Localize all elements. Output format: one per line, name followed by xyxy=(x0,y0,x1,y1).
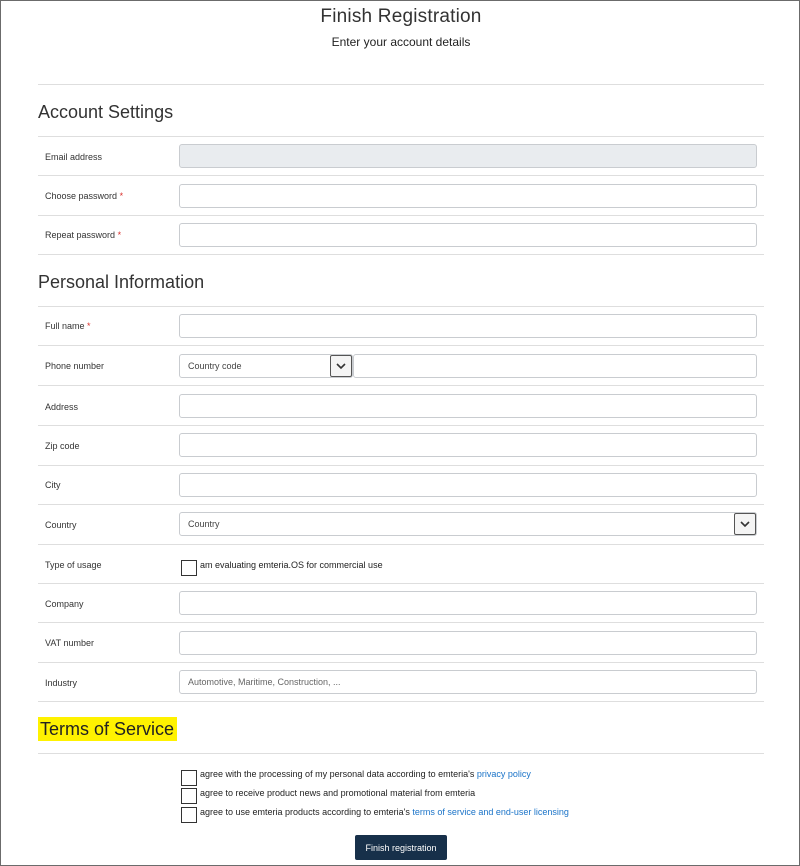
divider xyxy=(38,136,764,137)
country-select-value: Country xyxy=(188,519,220,529)
tos-checkbox[interactable] xyxy=(181,807,197,823)
page-title: Finish Registration xyxy=(320,6,482,27)
divider xyxy=(38,544,764,545)
city-label: City xyxy=(45,480,61,490)
divider xyxy=(38,215,764,216)
country-code-select[interactable] xyxy=(179,354,353,378)
required-marker: * xyxy=(119,191,124,201)
page-subtitle: Enter your account details xyxy=(331,35,471,49)
divider xyxy=(38,504,764,505)
divider xyxy=(38,385,764,386)
zip-code-field[interactable] xyxy=(179,433,757,457)
email-field[interactable] xyxy=(179,144,757,168)
news-checkbox[interactable] xyxy=(181,788,197,804)
required-marker: * xyxy=(87,321,91,331)
country-select[interactable] xyxy=(179,512,757,536)
terms-heading-text: Terms of Service xyxy=(38,717,177,741)
company-label: Company xyxy=(45,599,84,609)
repeat-password-label xyxy=(45,230,121,240)
chevron-down-icon[interactable] xyxy=(330,355,352,377)
password-label xyxy=(45,191,123,201)
privacy-consent-text xyxy=(200,769,531,779)
divider xyxy=(38,425,764,426)
company-field[interactable] xyxy=(179,591,757,615)
usage-label: Type of usage xyxy=(45,560,102,570)
phone-label: Phone number xyxy=(45,361,105,371)
industry-field[interactable] xyxy=(179,670,757,694)
divider xyxy=(38,753,764,754)
password-label-text: Choose password xyxy=(45,191,118,201)
divider xyxy=(38,465,764,466)
divider xyxy=(38,345,764,346)
repeat-password-field[interactable] xyxy=(179,223,757,247)
tos-text: agree to use emteria products according to emteria's xyxy=(200,807,413,817)
divider xyxy=(38,622,764,623)
news-consent-text: agree to receive product news and promotional material from emteria xyxy=(200,788,476,798)
required-marker: * xyxy=(117,230,122,240)
full-name-label-text: Full name xyxy=(45,321,85,331)
city-field[interactable] xyxy=(179,473,757,497)
privacy-policy-link[interactable]: privacy policy xyxy=(476,769,531,779)
full-name-field[interactable] xyxy=(179,314,757,338)
divider xyxy=(38,254,764,255)
address-field[interactable] xyxy=(179,394,757,418)
privacy-checkbox[interactable] xyxy=(181,770,197,786)
divider xyxy=(38,583,764,584)
terms-of-service-link[interactable]: terms of service and end-user licensing xyxy=(412,807,569,817)
vat-label: VAT number xyxy=(45,638,95,648)
industry-label: Industry xyxy=(45,678,78,688)
divider xyxy=(38,306,764,307)
tos-consent-text xyxy=(200,807,569,817)
commercial-use-text: am evaluating emteria.OS for commercial use xyxy=(200,560,383,570)
privacy-text: agree with the processing of my personal data according to emteria's xyxy=(200,769,477,779)
password-field[interactable] xyxy=(179,184,757,208)
vat-field[interactable] xyxy=(179,631,757,655)
zip-code-label: Zip code xyxy=(45,441,80,451)
section-heading-account-settings: Account Settings xyxy=(38,102,174,122)
address-label: Address xyxy=(45,402,79,412)
divider xyxy=(38,701,764,702)
divider xyxy=(38,84,764,85)
divider xyxy=(38,662,764,663)
section-heading-personal-information: Personal Information xyxy=(38,272,205,292)
email-label: Email address xyxy=(45,152,103,162)
commercial-use-checkbox[interactable] xyxy=(181,560,197,576)
chevron-down-icon[interactable] xyxy=(734,513,756,535)
section-heading-terms-of-service xyxy=(38,719,177,740)
full-name-label xyxy=(45,321,91,331)
finish-registration-button[interactable]: Finish registration xyxy=(355,835,447,860)
repeat-password-label-text: Repeat password xyxy=(45,230,116,240)
phone-number-field[interactable] xyxy=(353,354,757,378)
country-label: Country xyxy=(45,520,77,530)
country-code-value: Country code xyxy=(188,361,242,371)
divider xyxy=(38,175,764,176)
